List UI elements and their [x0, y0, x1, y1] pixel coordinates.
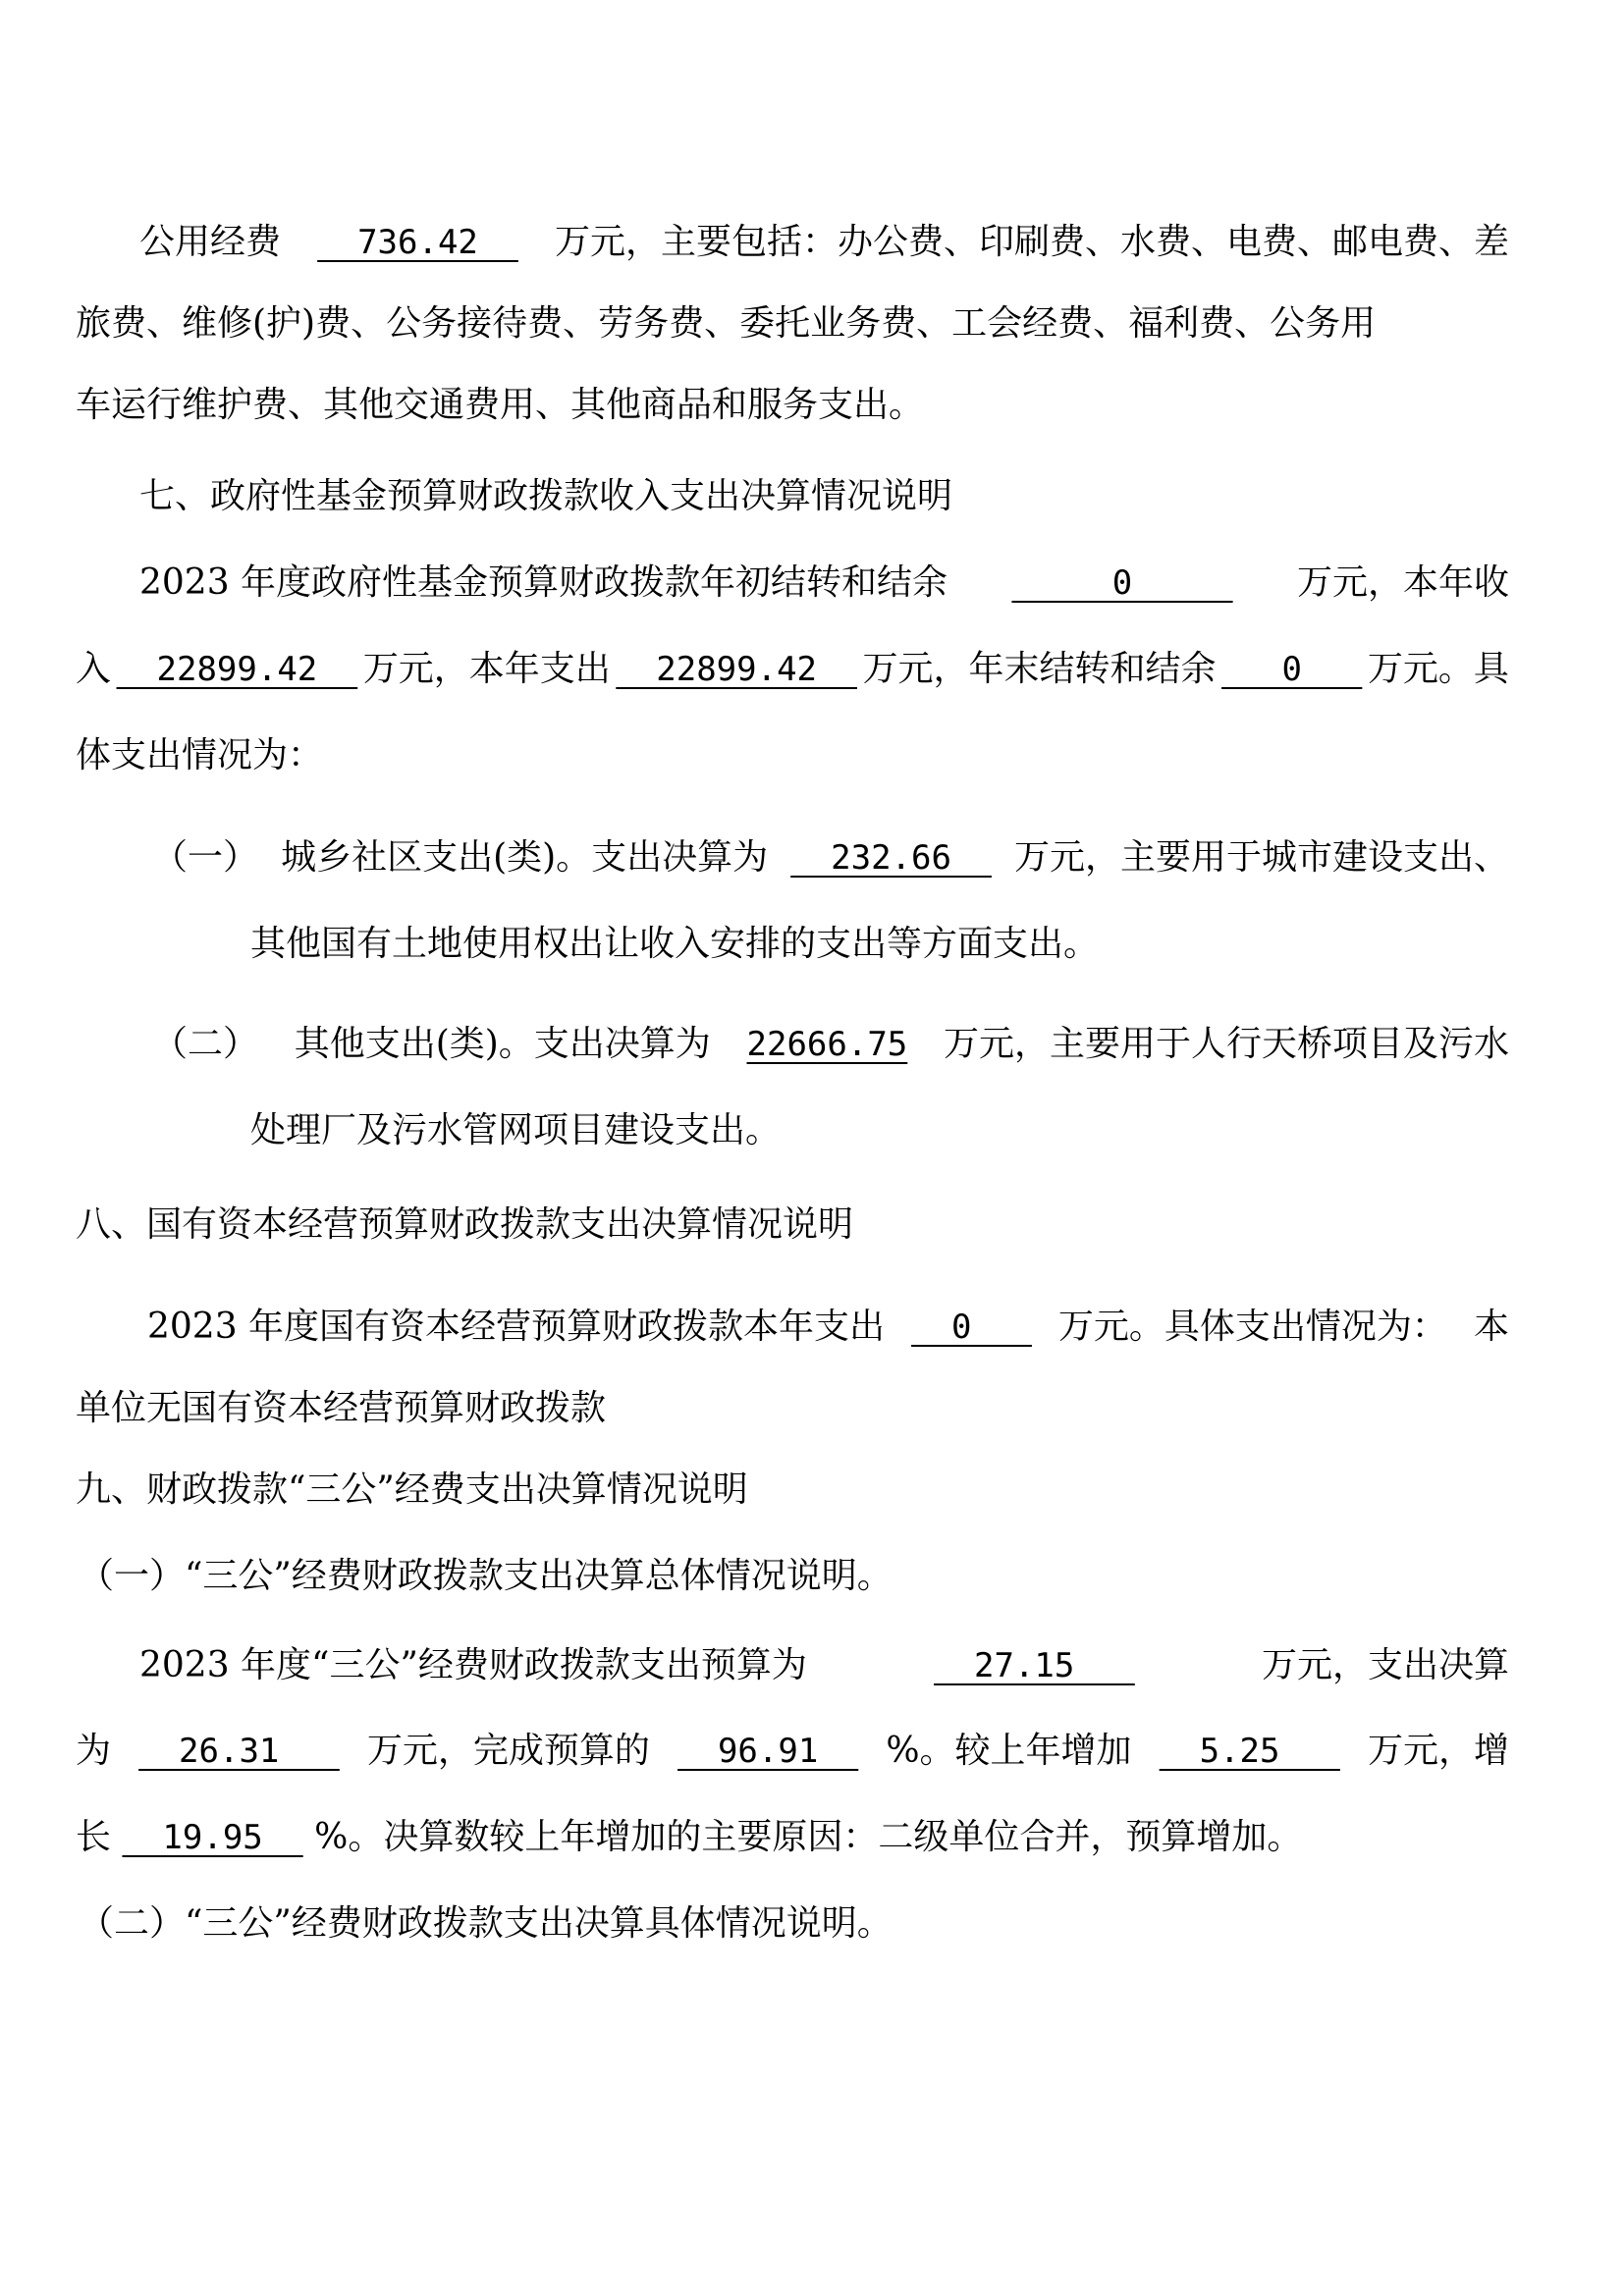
text: 万元，主要用于人行天桥项目及污水	[943, 1024, 1509, 1064]
text: 城乡社区支出(类)。支出决算为	[281, 837, 769, 878]
section-9-sub-2: （二）“三公”经费财政拨款支出决算具体情况说明。	[79, 1903, 893, 1944]
text: 入	[76, 649, 112, 689]
completion-rate-value: 96.91	[677, 1732, 859, 1771]
section-7-item-1-line-2: 其他国有土地使用权出让收入安排的支出等方面支出。	[250, 924, 1100, 964]
expense-value: 22899.42	[616, 650, 857, 689]
section-9-line-3	[76, 1814, 1509, 1861]
section-8-line-1	[147, 1304, 1509, 1351]
section-9-sub-1: （一）“三公”经费财政拨款支出决算总体情况说明。	[79, 1556, 893, 1596]
text: 旅费、维修(护)费、公务接待费、劳务费、委托业务费、工会经费、福利费、公务用	[76, 303, 1377, 344]
text: 万元，主要包括：办公费、印刷费、水费、电费、邮电费、差	[554, 222, 1509, 262]
text: 2023 年度政府性基金预算财政拨款年初结转和结余	[139, 562, 948, 603]
text: 2023 年度国有资本经营预算财政拨款本年支出	[147, 1307, 886, 1347]
section-7-line-3: 体支出情况为：	[76, 735, 324, 775]
text: 其他支出(类)。支出决算为	[294, 1024, 711, 1064]
section-7-line-1	[139, 560, 1509, 607]
text: 为	[76, 1731, 112, 1771]
text: 车运行维护费、其他交通费用、其他商品和服务支出。	[76, 385, 925, 425]
public-expense-line-1	[139, 219, 1509, 266]
public-expense-line-2	[76, 300, 1509, 347]
item-1-value: 232.66	[790, 838, 992, 878]
section-9-heading: 九、财政拨款“三公”经费支出决算情况说明	[76, 1469, 748, 1510]
end-balance-value: 0	[1221, 650, 1363, 689]
text: 万元，本年支出	[362, 649, 611, 689]
section-7-item-1	[152, 834, 1509, 881]
text: 万元，支出决算	[1261, 1645, 1509, 1685]
section-9-line-2	[76, 1728, 1509, 1775]
text: 万元。具	[1367, 649, 1509, 689]
text: 万元，增	[1367, 1731, 1509, 1771]
item-label: （二）	[152, 1024, 259, 1064]
public-expense-line-3	[76, 382, 1509, 429]
soe-expense-value: 0	[911, 1308, 1032, 1347]
text: 万元，完成预算的	[366, 1731, 650, 1771]
increase-value: 5.25	[1159, 1732, 1340, 1771]
item-2-value: 22666.75	[746, 1025, 908, 1064]
text: %。较上年增加	[886, 1731, 1132, 1771]
item-label: （一）	[152, 837, 259, 878]
budget-value: 27.15	[934, 1646, 1135, 1685]
section-7-line-2	[76, 646, 1509, 693]
section-7-item-2-line-2: 处理厂及污水管网项目建设支出。	[250, 1110, 782, 1150]
text: 本	[1473, 1307, 1509, 1347]
begin-balance-value: 0	[1011, 563, 1233, 603]
actual-value: 26.31	[138, 1732, 340, 1771]
text: 万元，本年收	[1296, 562, 1509, 603]
text: 公用经费	[139, 222, 282, 262]
text: 万元，年末结转和结余	[862, 649, 1217, 689]
growth-value: 19.95	[122, 1818, 303, 1857]
section-8-line-2: 单位无国有资本经营预算财政拨款	[76, 1388, 607, 1428]
section-7-heading: 七、政府性基金预算财政拨款收入支出决算情况说明	[139, 476, 953, 516]
section-7-item-2	[152, 1021, 1509, 1068]
text: 长	[76, 1817, 112, 1857]
income-value: 22899.42	[116, 650, 358, 689]
section-9-line-1	[139, 1642, 1509, 1689]
public-expense-value: 736.42	[317, 223, 518, 262]
section-8-heading: 八、国有资本经营预算财政拨款支出决算情况说明	[76, 1204, 854, 1245]
text: %。决算数较上年增加的主要原因：二级单位合并，预算增加。	[314, 1817, 1303, 1857]
text: 万元。具体支出情况为：	[1057, 1307, 1447, 1347]
text: 万元，主要用于城市建设支出、	[1013, 837, 1509, 878]
text: 2023 年度“三公”经费财政拨款支出预算为	[139, 1645, 807, 1685]
